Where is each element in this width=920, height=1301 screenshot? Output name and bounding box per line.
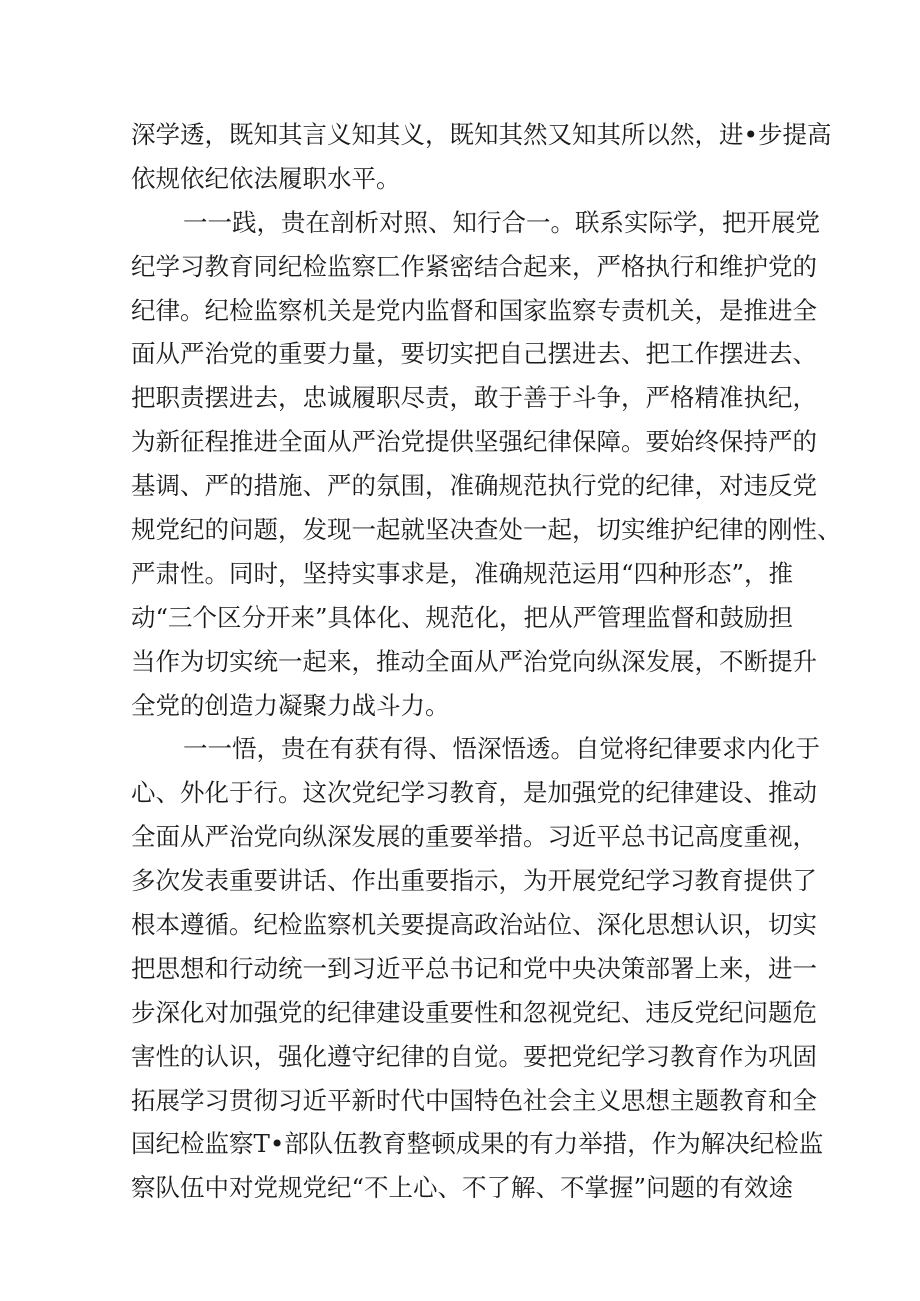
text-line: 面从严治党的重要力量，要切实把自己摆进去、把工作摆进去、	[131, 339, 817, 369]
text-line: 全面从严治党向纵深发展的重要举措。习近平总书记高度重视，	[131, 822, 817, 852]
text-line: 动“三个区分开来”具体化、规范化，把从严管理监督和鼓励担	[131, 602, 794, 632]
body-text	[131, 113, 842, 1210]
text-line: 步深化对加强党的纪律建设重要性和忽视党纪、违反党纪问题危	[131, 997, 817, 1027]
text-line: 为新征程推进全面从严治党提供坚强纪律保障。要始终保持严的	[131, 427, 817, 457]
text-line: 深学透，既知其言义知其义，既知其然又知其所以然，进•步提高	[131, 120, 832, 149]
paragraph-start-line: 一一悟，贵在有获有得、悟深悟透。自觉将纪律要求内化于	[183, 734, 820, 764]
text-line: 心、外化于行。这次党纪学习教育，是加强党的纪律建设、推动	[131, 778, 817, 808]
text-line: 把思想和行动统一到习近平总书记和党中央决策部署上来，进一	[131, 953, 817, 983]
text-line: 规党纪的问题，发现一起就坚决查处一起，切实维护纪律的刚性、	[131, 515, 842, 545]
paragraph-start-line: 一一践，贵在剖析对照、知行合一。联系实际学，把开展党	[183, 207, 820, 237]
text-line: 害性的认识，强化遵守纪律的自觉。要把党纪学习教育作为巩固	[131, 1041, 817, 1071]
text-line: 全党的创造力凝聚力战斗力。	[131, 690, 450, 720]
text-line: 纪学习教育同纪检监察匸作紧密结合起来，严格执行和维护党的	[131, 251, 817, 281]
text-line: 把职责摆进去，忠诚履职尽责，敢于善于斗争，严格精准执纪，	[131, 383, 817, 413]
text-line: 依规依纪依法履职水平。	[131, 163, 401, 193]
text-line: 拓展学习贯彻习近平新时代中国特色社会主义思想主题教育和全	[131, 1085, 817, 1115]
text-line: 多次发表重要讲话、作出重要指示，为开展党纪学习教育提供了	[131, 866, 817, 896]
text-line: 国纪检监察T•部队伍教育整顿成果的有力举措，作为解决纪检监	[131, 1129, 824, 1159]
text-line: 基调、严的措施、严的氛围，准确规范执行党的纪律，对违反党	[131, 471, 817, 501]
text-line: 严肃性。同时，坚持实事求是，准确规范运用“四种形态”，推	[131, 558, 794, 588]
text-line: 纪律。纪检监察机关是党内监督和国家监察专责机关，是推进全	[131, 295, 817, 325]
text-line: 察队伍中对党规党纪“不上心、不了解、不掌握”问题的有效途	[131, 1173, 794, 1203]
text-line: 当作为切实统一起来，推动全面从严治党向纵深发展，不断提升	[131, 646, 817, 676]
text-line: 根本遵循。纪检监察机关要提高政治站位、深化思想认识，切实	[131, 910, 817, 940]
